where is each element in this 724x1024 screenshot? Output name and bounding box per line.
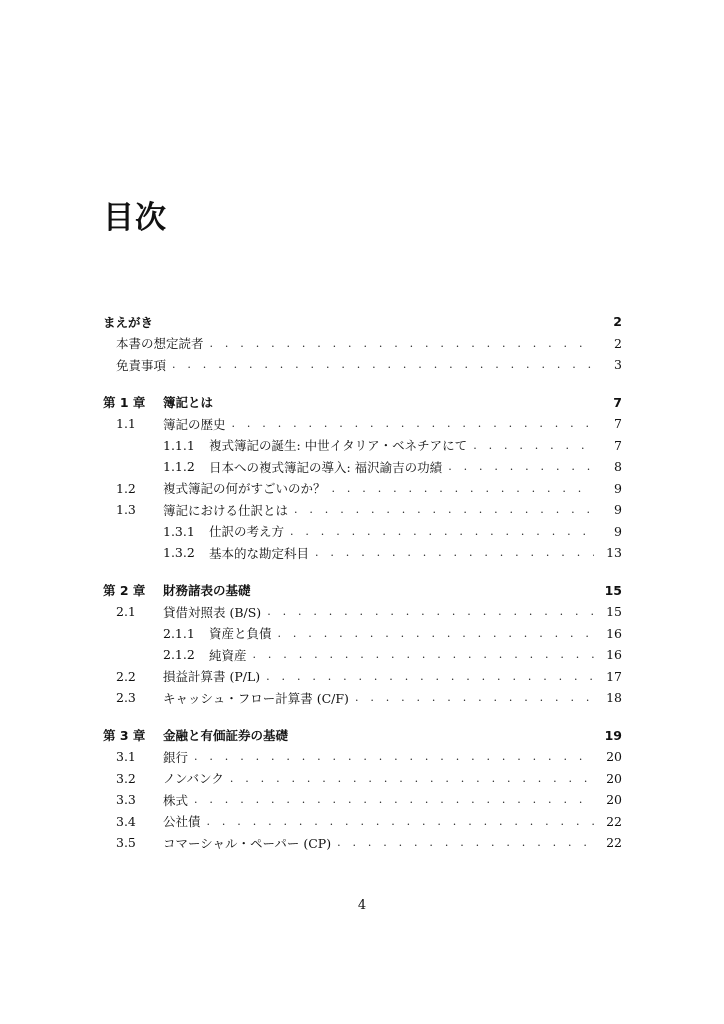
toc-leader-dots	[172, 358, 594, 371]
toc-entry-number: 2.1.2	[163, 647, 195, 663]
toc-leader-dots	[473, 439, 594, 452]
toc-entry-row[interactable]	[103, 333, 622, 355]
toc-page-number: 20	[606, 792, 622, 808]
toc-page-number: 8	[614, 459, 622, 475]
toc-chapter-row[interactable]	[103, 580, 622, 602]
toc-entry-row[interactable]	[103, 413, 622, 435]
toc-section-chapter-3	[103, 725, 622, 854]
toc-entry-number: 3.2	[116, 770, 136, 786]
toc-leader-dots	[266, 670, 594, 683]
toc-leader-dots	[337, 836, 594, 849]
toc-entry-label: 損益計算書 (P/L)	[163, 667, 266, 685]
toc-entry-row[interactable]	[103, 811, 622, 833]
toc-chapter-label: 簿記とは	[163, 393, 219, 411]
toc-entry-number: 3.5	[116, 835, 136, 851]
toc-section-chapter-2	[103, 580, 622, 709]
toc-entry-number: 3.1	[116, 749, 136, 765]
toc-chapter-row[interactable]	[103, 392, 622, 414]
toc-page-number: 17	[606, 668, 622, 684]
toc-chapter-label: 金融と有価証券の基礎	[163, 726, 294, 744]
toc-entry-label: キャッシュ・フロー計算書 (C/F)	[163, 689, 355, 707]
toc-entry-number: 2.3	[116, 690, 136, 706]
toc-leader-dots	[207, 815, 594, 828]
toc-chapter-label: まえがき	[103, 313, 159, 331]
toc-page-number: 22	[606, 835, 622, 851]
toc-entry-number: 1.3.1	[163, 523, 195, 539]
table-of-contents	[103, 311, 622, 870]
toc-page-number: 16	[606, 625, 622, 641]
toc-section-preface	[103, 311, 622, 376]
toc-page-number: 2	[614, 335, 622, 351]
toc-page-number: 20	[606, 749, 622, 765]
toc-entry-label: 簿記の歴史	[163, 415, 232, 433]
toc-entry-label: コマーシャル・ペーパー (CP)	[163, 834, 337, 852]
toc-entry-label: 免責事項	[116, 356, 172, 374]
toc-entry-number: 1.1	[116, 416, 136, 432]
toc-entry-number: 2.2	[116, 668, 136, 684]
toc-page-number: 9	[614, 502, 622, 518]
toc-chapter-number: 第 2 章	[103, 583, 146, 599]
toc-page-number: 7	[613, 394, 622, 410]
toc-entry-row[interactable]	[103, 521, 622, 543]
toc-entry-row[interactable]	[103, 832, 622, 854]
toc-leader-dots	[448, 460, 594, 473]
toc-page-number: 20	[606, 770, 622, 786]
toc-chapter-row[interactable]	[103, 725, 622, 747]
toc-leader-dots	[194, 750, 594, 763]
toc-leader-dots	[290, 525, 594, 538]
toc-entry-row[interactable]	[103, 623, 622, 645]
toc-entry-row[interactable]	[103, 666, 622, 688]
toc-entry-row[interactable]	[103, 789, 622, 811]
toc-entry-label: 仕訳の考え方	[209, 522, 290, 540]
toc-entry-number: 1.3	[116, 502, 136, 518]
toc-entry-label: 純資産	[209, 646, 253, 664]
toc-chapter-label: 財務諸表の基礎	[163, 581, 257, 599]
toc-leader-dots	[355, 691, 594, 704]
toc-chapter-number: 第 3 章	[103, 728, 146, 744]
toc-entry-label: 銀行	[163, 748, 194, 766]
toc-page-number: 18	[606, 690, 622, 706]
toc-entry-row[interactable]	[103, 435, 622, 457]
toc-entry-label: 株式	[163, 791, 194, 809]
toc-entry-number: 1.1.1	[163, 437, 195, 453]
toc-entry-label: 複式簿記の何がすごいのか？	[163, 479, 332, 497]
toc-leader-dots	[267, 605, 594, 618]
toc-entry-label: 複式簿記の誕生: 中世イタリア・ベネチアにて	[209, 436, 473, 454]
toc-leader-dots	[315, 546, 594, 559]
toc-section-chapter-1	[103, 392, 622, 564]
toc-entry-row[interactable]	[103, 644, 622, 666]
toc-page-number: 9	[614, 523, 622, 539]
toc-leader-dots	[230, 772, 594, 785]
toc-page-number: 15	[604, 582, 622, 598]
toc-entry-row[interactable]	[103, 687, 622, 709]
toc-page-number: 3	[614, 357, 622, 373]
toc-entry-label: ノンバンク	[163, 769, 230, 787]
toc-page-number: 15	[606, 604, 622, 620]
toc-entry-row[interactable]	[103, 746, 622, 768]
toc-entry-number: 1.2	[116, 480, 136, 496]
toc-page-number: 7	[614, 437, 622, 453]
toc-entry-number: 1.1.2	[163, 459, 195, 475]
toc-page-number: 7	[614, 416, 622, 432]
toc-entry-label: 簿記における仕訳とは	[163, 501, 294, 519]
toc-page-number: 16	[606, 647, 622, 663]
toc-leader-dots	[210, 337, 594, 350]
toc-entry-row[interactable]	[103, 499, 622, 521]
toc-entry-row[interactable]	[103, 354, 622, 376]
toc-entry-row[interactable]	[103, 601, 622, 623]
toc-entry-label: 貸借対照表 (B/S)	[163, 603, 267, 621]
toc-leader-dots	[332, 482, 594, 495]
toc-leader-dots	[232, 417, 594, 430]
toc-entry-label: 公社債	[163, 812, 207, 830]
toc-entry-row[interactable]	[103, 478, 622, 500]
toc-chapter-row[interactable]	[103, 311, 622, 333]
toc-leader-dots	[194, 793, 594, 806]
page-title: 目次	[103, 200, 167, 236]
toc-page-number: 22	[606, 813, 622, 829]
toc-page-number: 13	[606, 545, 622, 561]
toc-entry-label: 本書の想定読者	[116, 334, 210, 352]
toc-page-number: 2	[613, 314, 622, 330]
toc-page-number: 19	[604, 727, 622, 743]
toc-entry-row[interactable]	[103, 768, 622, 790]
toc-leader-dots	[278, 627, 594, 640]
toc-entry-label: 基本的な勘定科目	[209, 544, 315, 562]
toc-entry-number: 1.3.2	[163, 545, 195, 561]
toc-page-number: 9	[614, 480, 622, 496]
page-footer-number: 4	[357, 898, 367, 913]
toc-entry-number: 2.1	[116, 604, 136, 620]
toc-chapter-number: 第 1 章	[103, 395, 146, 411]
toc-entry-label: 資産と負債	[209, 624, 278, 642]
toc-entry-row[interactable]	[103, 456, 622, 478]
toc-entry-number: 3.4	[116, 813, 136, 829]
toc-entry-number: 3.3	[116, 792, 136, 808]
toc-entry-row[interactable]	[103, 542, 622, 564]
toc-entry-number: 2.1.1	[163, 625, 195, 641]
toc-leader-dots	[253, 648, 594, 661]
toc-leader-dots	[294, 503, 594, 516]
toc-entry-label: 日本への複式簿記の導入: 福沢諭吉の功績	[209, 458, 448, 476]
